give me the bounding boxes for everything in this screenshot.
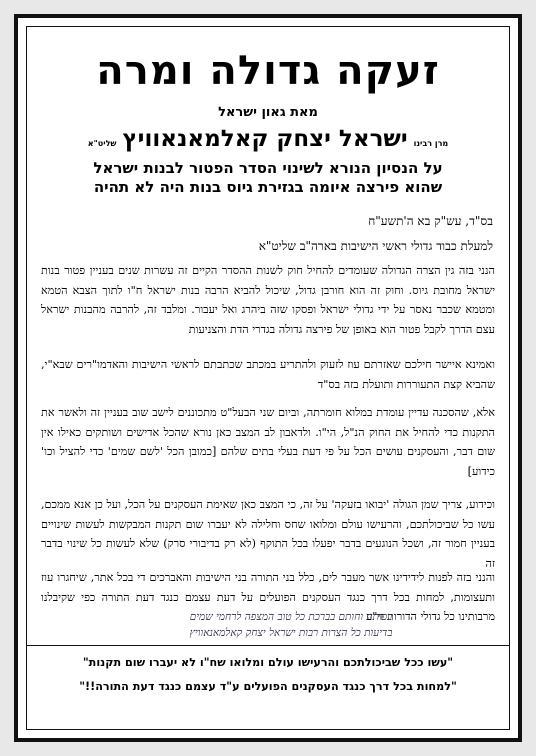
author-suffix: שליט"א	[87, 139, 117, 148]
author-row	[27, 125, 509, 153]
letter-paragraph-3: אלא, שהסכנה עדיין עומדת במלוא חומרתה, וביום שני הבעל"ט מתכוננים לישב שוב בעניין זה ולאשר את התקנות כדי להחיל את החוק הנ"ל, הי"ו. ולדאבון לב המצב כאן נורא שהכל אדישים ושותקים כאילו אין שום דבר, והעסקנים עושים הכל על פי דעת בעלי בתים שלהם [כמובן הכל 'לשם שמים' כדי להציל וכו' כידוע]	[41, 406, 495, 478]
letter-paragraph-4: וכידוע, צריך שמן הגולה 'יבואו בזעקה' על זה, כי המצב כאן שאימת העסקנים על הכל, ועל כן אנא ממכם, עשו כל שביכולתכם, והרעישו עולם ומלואו שחס וחלילה לא יעברו שום תקנות המבקשות לעשות שינויים בעניין חמור זה, ושכל הנוגעים בדבר יפעלו בכל התוקף (לא רק בדיבורי סרק) שלא לעשות כל שינוי בדבר זה	[41, 498, 495, 570]
poster-inner-border	[26, 26, 510, 730]
author-name: ישראל יצחק קאלמאנאוויץ	[122, 126, 408, 152]
poster-title: זעקה גדולה ומרה	[96, 48, 440, 94]
letter-date: בס"ד, עש"ק בא ה'תשע"ח	[368, 214, 493, 228]
letter-addressee: למעלת כבוד גדולי ראשי הישיבות בארה"ב שליט"א	[258, 239, 493, 253]
subtitle-line-1: על הנסיון הנורא לשינוי הסדר הפטור לבנות ישראל	[93, 159, 443, 177]
letter-paragraph-5: והנני בזה לפנות לידידינו אשר מעבר לים, כלל בני התורה בני הישיבות והאברכים די בכל אתר, שיחגרו עוז ותעצומות, למחות בכל דרך כנגד העסקנים הפועלים על דעת עצמם כנגד דעת התורה כפי שקיבלנו מרבותינו כל גדולי הדורות זי"ע	[41, 571, 495, 623]
subtitle-line-2: שהוא פירצה איומה בגזירת גיוס בנות היה לא תהיה	[93, 178, 443, 196]
signature-line-2: בדיעות כל הצרות רבות ישראל יצחק קאלמאנאוויץ	[189, 627, 393, 639]
signature-line-1: בפותח וחותם בברכת כל טוב המצפה לרחמי שמים	[189, 611, 393, 623]
footer-divider	[27, 645, 509, 646]
from-label: מאת גאון ישראל	[218, 105, 318, 120]
subtitle	[37, 159, 499, 197]
footer-slogan-1: "עשו ככל שביכולתכם והרעישו עולם ומלואו שח"ו לא יעברו שום תקנות"	[82, 656, 454, 669]
letter-paragraph-1: הנני בזה גין הצרה הגדולה שעומדים להחיל חוק לשנות ההסדר הקיים זה עשרות שנים בעניין פטור בנות ישראל מחובת גיוס. וחוק זה הוא חורבן גדול, שיכול להביא הרבה בנות ישראל ח"ו לתוך הצבא הטמא ומטמא שכבר נאסר על ידי גדולי ישראל ופסקו שזה ביהרג ואל יעבור. ומלבד זה, להרבה מהבנות ישראל עצם הדרך לקבל פטור הוא באופן של פירצה גדולה בגדרי הדת והצניעות	[41, 264, 495, 336]
letter-paragraph-2: ואמינא איישר חילכם שאזרתם עוז לזעוק ולהתריע במכתב שכתבתם לראשי הישיבות והאדמו"רים שבא"י, שהביא קצת התעוררות ותועלת בזה בס"ד	[41, 358, 495, 391]
author-prefix: מרן רבינו	[413, 139, 449, 148]
footer-slogan-2: "למחות בכל דרך כנגד העסקנים הפועלים ע"ד עצמם כנגד דעת התורה!!"	[79, 680, 457, 693]
poster-frame	[14, 14, 522, 742]
handwritten-signature	[87, 609, 495, 641]
